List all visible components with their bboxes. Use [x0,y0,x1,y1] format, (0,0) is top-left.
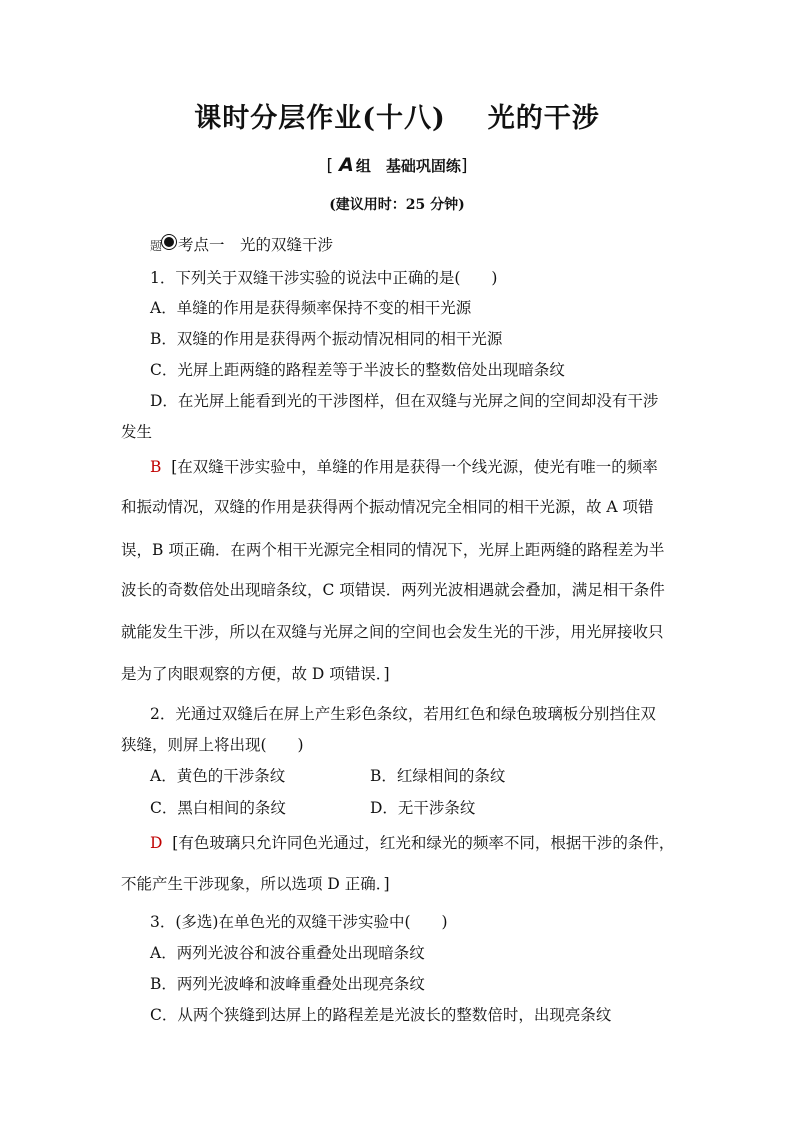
q1-stem: 1．下列关于双缝干涉实验的说法中正确的是( ) [150,269,498,287]
q2-explanation-1: 不能产生干涉现象，所以选项 D 正确．] [121,875,390,893]
q1-option-d-cont: 发生 [121,423,153,441]
q1-option-a: A．单缝的作用是获得频率保持不变的相干光源 [150,299,472,317]
q2-option-d: D．无干涉条纹 [370,799,476,817]
q2-stem-0: 2．光通过双缝后在屏上产生彩色条纹，若用红色和绿色玻璃板分别挡住双 [150,705,656,723]
bracket-close: ] [460,156,468,176]
q1-explanation-5: 是为了肉眼观察的方便，故 D 项错误．] [121,665,390,683]
section-heading [150,235,710,256]
q2-option-b: B．红绿相间的条纹 [370,767,506,785]
group-heading [0,154,794,176]
q1-option-c: C．光屏上距两缝的路程差等于半波长的整数倍处出现暗条纹 [150,361,565,379]
section-mark: 题 [150,239,163,253]
q2-option-c: C．黑白相间的条纹 [150,799,286,817]
q2-option-a: A．黄色的干涉条纹 [150,767,286,785]
title-sub: 光的干涉 [487,103,600,134]
target-icon [162,235,176,249]
q2-stem-1: 狭缝，则屏上将出现( ) [121,736,304,754]
q1-explanation-0: [在双缝干涉实验中，单缝的作用是获得一个线光源，使光有唯一的频率 [171,458,658,476]
section-label: 考点一 光的双缝干涉 [178,236,334,254]
q2-answer-line [150,833,710,853]
q2-answer: D [150,834,163,852]
group-letter: A [339,154,354,176]
q3-stem: 3．(多选)在单色光的双缝干涉实验中( ) [150,913,448,931]
bracket-open: [ [326,156,334,176]
q1-explanation-1: 和振动情况，双缝的作用是获得两个振动情况完全相同的相干光源，故 A 项错 [121,498,654,516]
q3-option-a: A．两列光波谷和波谷重叠处出现暗条纹 [150,944,425,962]
q3-option-c: C．从两个狭缝到达屏上的路程差是光波长的整数倍时，出现亮条纹 [150,1006,612,1024]
q1-explanation-3: 波长的奇数倍处出现暗条纹，C 项错误．两列光波相遇就会叠加，满足相干条件 [121,581,665,599]
q3-option-b: B．两列光波峰和波峰重叠处出现亮条纹 [150,975,425,993]
q1-answer-line [150,457,710,477]
q1-explanation-4: 就能发生干涉，所以在双缝与光屏之间的空间也会发生光的干涉，用光屏接收只 [121,623,664,641]
q1-option-d: D．在光屏上能看到光的干涉图样，但在双缝与光屏之间的空间却没有干涉 [150,392,659,410]
group-label: 组 基础巩固练 [355,157,461,175]
title-main: 课时分层作业(十八) [194,103,446,134]
q1-option-b: B．双缝的作用是获得两个振动情况相同的相干光源 [150,330,503,348]
q1-explanation-2: 误，B 项正确．在两个相干光源完全相同的情况下，光屏上距两缝的路程差为半 [121,541,665,559]
time-note: (建议用时：25 分钟) [329,197,465,213]
q2-explanation-0: [有色玻璃只允许同色光通过，红光和绿光的频率不同，根据干涉的条件， [172,834,675,852]
q1-answer: B [150,458,162,476]
page-title [0,96,794,135]
